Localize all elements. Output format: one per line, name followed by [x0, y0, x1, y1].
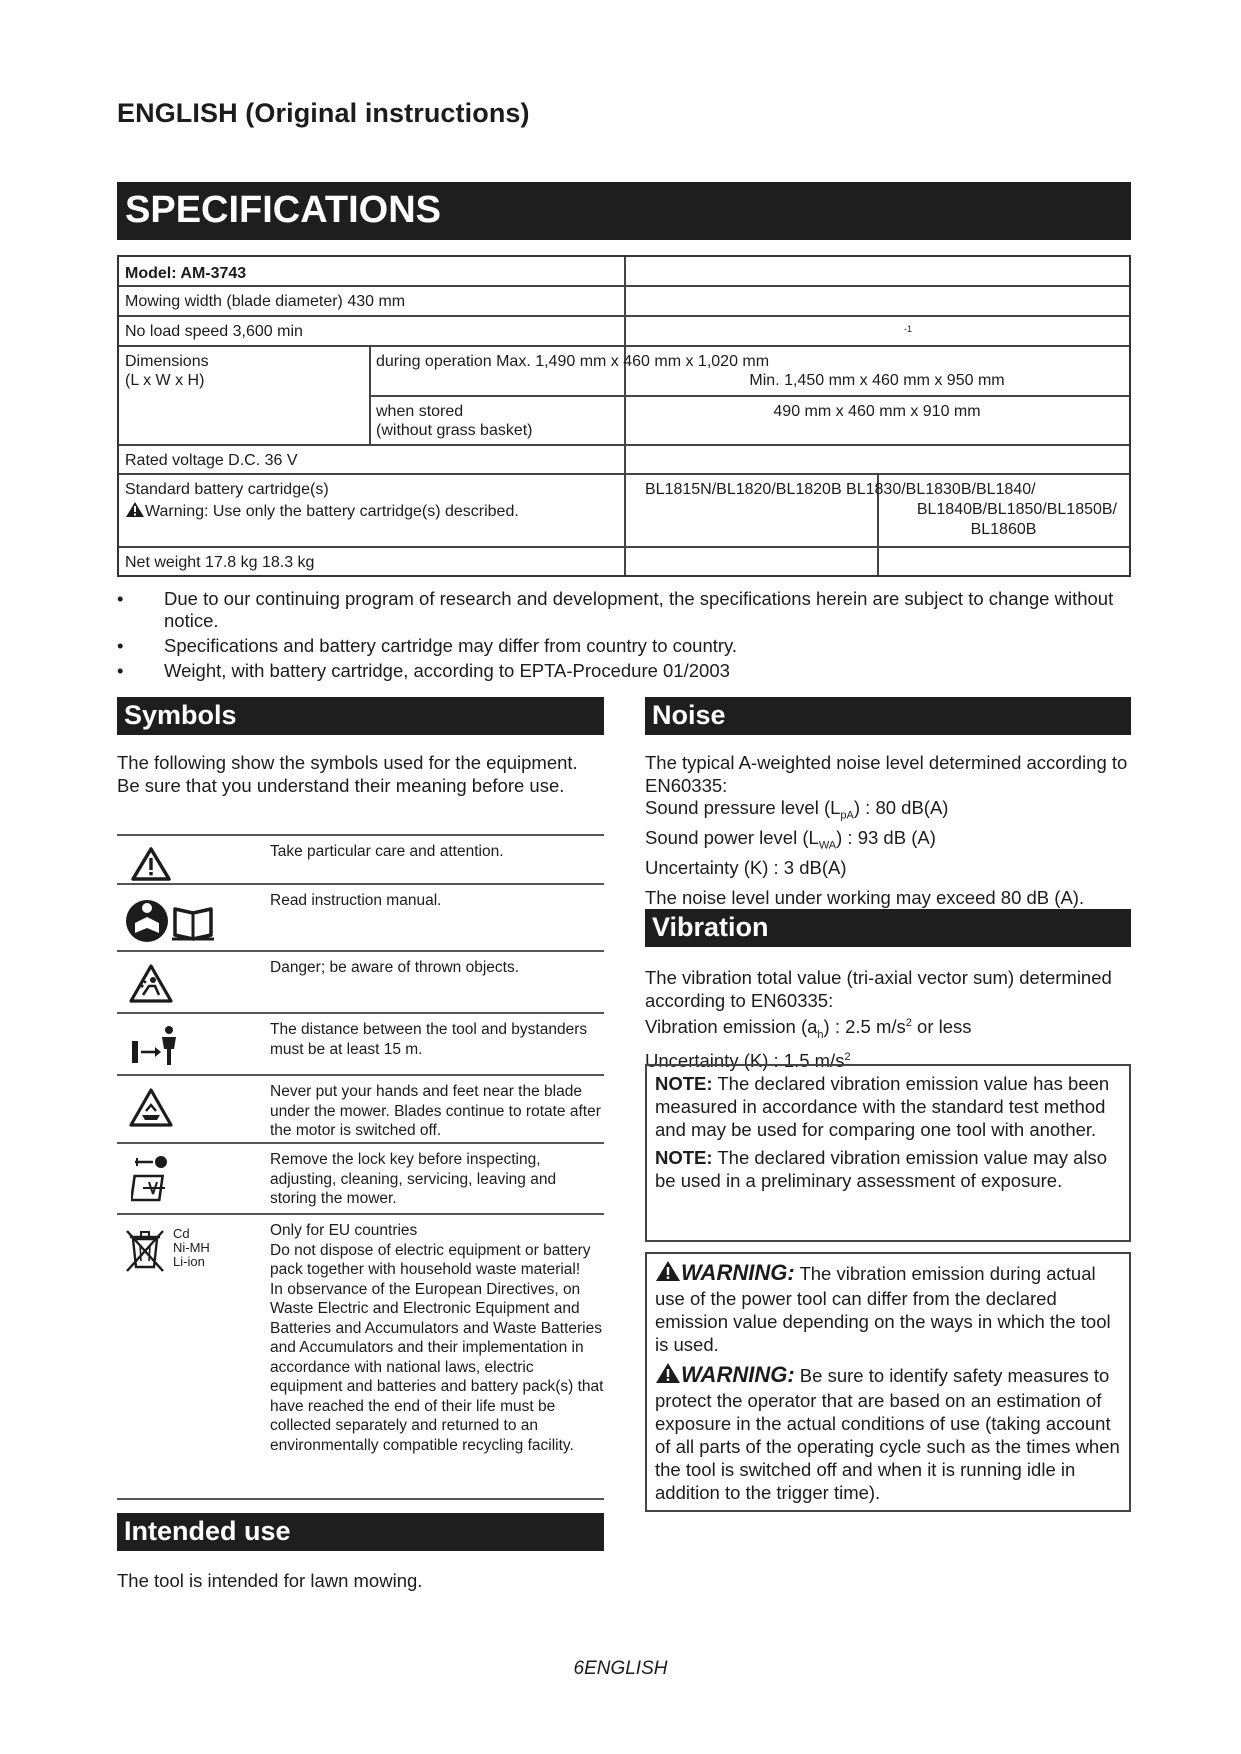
vibration-section: [645, 967, 1131, 1073]
vibration-note-1: NOTE: The declared vibration emission value has been measured in accordance with the standard test method and may be used for comparing one tool with another.: [655, 1073, 1110, 1140]
symbol-text: Remove the lock key before inspecting, adjusting, cleaning, servicing, leaving and storing the mower.: [270, 1151, 557, 1207]
sound-pressure-level: Sound pressure level $(L_{pA})$ : 80 dB(A): [645, 797, 949, 822]
warning-triangle-icon: [655, 1362, 681, 1389]
spec-battery-line1: BL1815N/BL1820/BL1820B BL1830/BL1830B/BL1840/: [645, 481, 1036, 498]
vibration-emission: Vibration emission $(a_h)$ : 2.5 $m/s^2$ or less: [645, 1016, 972, 1041]
noise-heading: Noise: [645, 697, 1131, 735]
vibration-warnings-box: [645, 1252, 1131, 1512]
table-row: [117, 883, 604, 950]
list-item: • Specifications and battery cartridge may differ from country to country.: [117, 635, 738, 656]
spec-battery-line3: BL1860B: [970, 521, 1037, 538]
list-item: • Weight, with battery cartridge, according to EPTA-Procedure 01/2003: [117, 660, 730, 681]
vibration-heading: Vibration: [645, 909, 1131, 947]
vibration-warning-2: WARNING: Be sure to identify safety measures to protect the operator that are based on an estimation of exposure in the actual conditions of use (taking account of all parts of the operating cycle such as the times when the tool is switched off and when it is running idle in addition to the trigger time).: [655, 1362, 1120, 1503]
symbol-text: Take particular care and attention.: [270, 843, 504, 860]
noise-uncertainty: Uncertainty (K) : 3 dB(A): [645, 857, 847, 879]
sound-power-level: Sound power level $(L_{WA})$ : 93 dB (A): [645, 827, 936, 852]
symbol-text: Only for EU countries Do not dispose of electric equipment or battery pack together with household waste material! In observance of the European Directives, on Waste Electric and Electronic Equipment and Batteries and Accumulators and Waste Batteries and Accumulators and their implementation in accordance with national laws, electric equipment and batteries and battery pack(s) that have reached the end of their life must be collected separately and returned to an environmentally compatible recycling facility.: [270, 1222, 604, 1454]
noise-intro: The typical A-weighted noise level determined according to EN60335:: [645, 752, 1128, 796]
symbols-heading: Symbols: [117, 697, 604, 735]
battery-chemistry-labels: Cd Ni-MH Li-ion: [173, 1226, 210, 1269]
thrown-objects-icon: [123, 958, 223, 1009]
specifications-heading: SPECIFICATIONS: [117, 182, 1131, 240]
specifications-table: [117, 255, 1131, 577]
spec-battery-label: Standard battery cartridge(s) Warning: Use only the battery cartridge(s) described.: [119, 477, 525, 526]
table-row: [117, 834, 604, 883]
spec-net-weight: Net weight 17.8 kg 18.3 kg: [125, 554, 315, 571]
spec-during-operation: during operation Max. 1,490 mm x 460 mm x 1,020 mm: [376, 353, 770, 370]
symbol-text: Read instruction manual.: [270, 892, 442, 909]
symbol-text: The distance between the tool and bystanders must be at least 15 m.: [270, 1021, 588, 1058]
intended-use-heading: Intended use: [117, 1513, 604, 1551]
vibration-intro: The vibration total value (tri-axial vector sum) determined according to EN60335:: [645, 967, 1112, 1011]
warning-triangle-icon: [125, 501, 145, 523]
table-row: [117, 950, 604, 1012]
vibration-uncertainty: Uncertainty (K) : 1.5 $m/s^2$: [645, 1050, 851, 1072]
list-item: • Due to our continuing program of research and development, the specifications herein are subject to change without notice.: [117, 588, 1114, 631]
spec-dimensions-label: Dimensions (L x W x H): [125, 353, 209, 389]
noise-exceed: The noise level under working may exceed 80 dB (A).: [645, 886, 1085, 908]
table-row: [117, 1012, 604, 1074]
bystander-distance-icon: [123, 1020, 223, 1074]
spec-model: Model: AM-3743: [125, 265, 247, 282]
noise-section: [645, 752, 1131, 909]
spec-when-stored: when stored (without grass basket): [376, 403, 533, 439]
vibration-notes-box: [645, 1064, 1131, 1242]
symbols-table: [117, 834, 604, 1500]
page-footer: 6ENGLISH: [573, 1658, 668, 1679]
spec-speed-superscript: -1: [904, 324, 913, 334]
spec-rated-voltage: Rated voltage D.C. 36 V: [125, 452, 298, 469]
read-manual-icon: [123, 891, 223, 952]
spec-mowing-width: Mowing width (blade diameter) 430 mm: [125, 293, 406, 310]
spec-no-load-speed: No load speed 3,600 min: [125, 323, 303, 340]
vibration-note-2: NOTE: The declared vibration emission value may also be used in a preliminary assessment of exposure.: [655, 1147, 1108, 1191]
warning-triangle-icon: [655, 1260, 681, 1287]
table-row: [117, 1074, 604, 1142]
table-row: [117, 1213, 604, 1500]
symbols-intro: The following show the symbols used for the equipment. Be sure that you understand their meaning before use.: [117, 752, 578, 796]
spec-battery-line2: BL1840B/BL1850/BL1850B/: [916, 501, 1117, 518]
vibration-warning-1: WARNING: The vibration emission during actual use of the power tool can differ from the declared emission value depending on the ways in which the tool is used.: [655, 1260, 1111, 1355]
table-row: [117, 1142, 604, 1213]
lock-key-removal-icon: [123, 1150, 223, 1211]
spec-during-operation-min: Min. 1,450 mm x 460 mm x 950 mm: [749, 372, 1005, 389]
page-language-title: ENGLISH (Original instructions): [117, 98, 530, 128]
symbol-text: Never put your hands and feet near the blade under the mower. Blades continue to rotate after the motor is switched off.: [270, 1083, 601, 1139]
spec-stored-value: 490 mm x 460 mm x 910 mm: [773, 403, 981, 420]
warning-triangle-icon: [123, 842, 223, 886]
hands-feet-blade-icon: [123, 1082, 223, 1133]
symbol-text: Danger; be aware of thrown objects.: [270, 959, 519, 976]
intended-use-text: The tool is intended for lawn mowing.: [117, 1570, 423, 1591]
spec-notes: [117, 588, 1137, 685]
